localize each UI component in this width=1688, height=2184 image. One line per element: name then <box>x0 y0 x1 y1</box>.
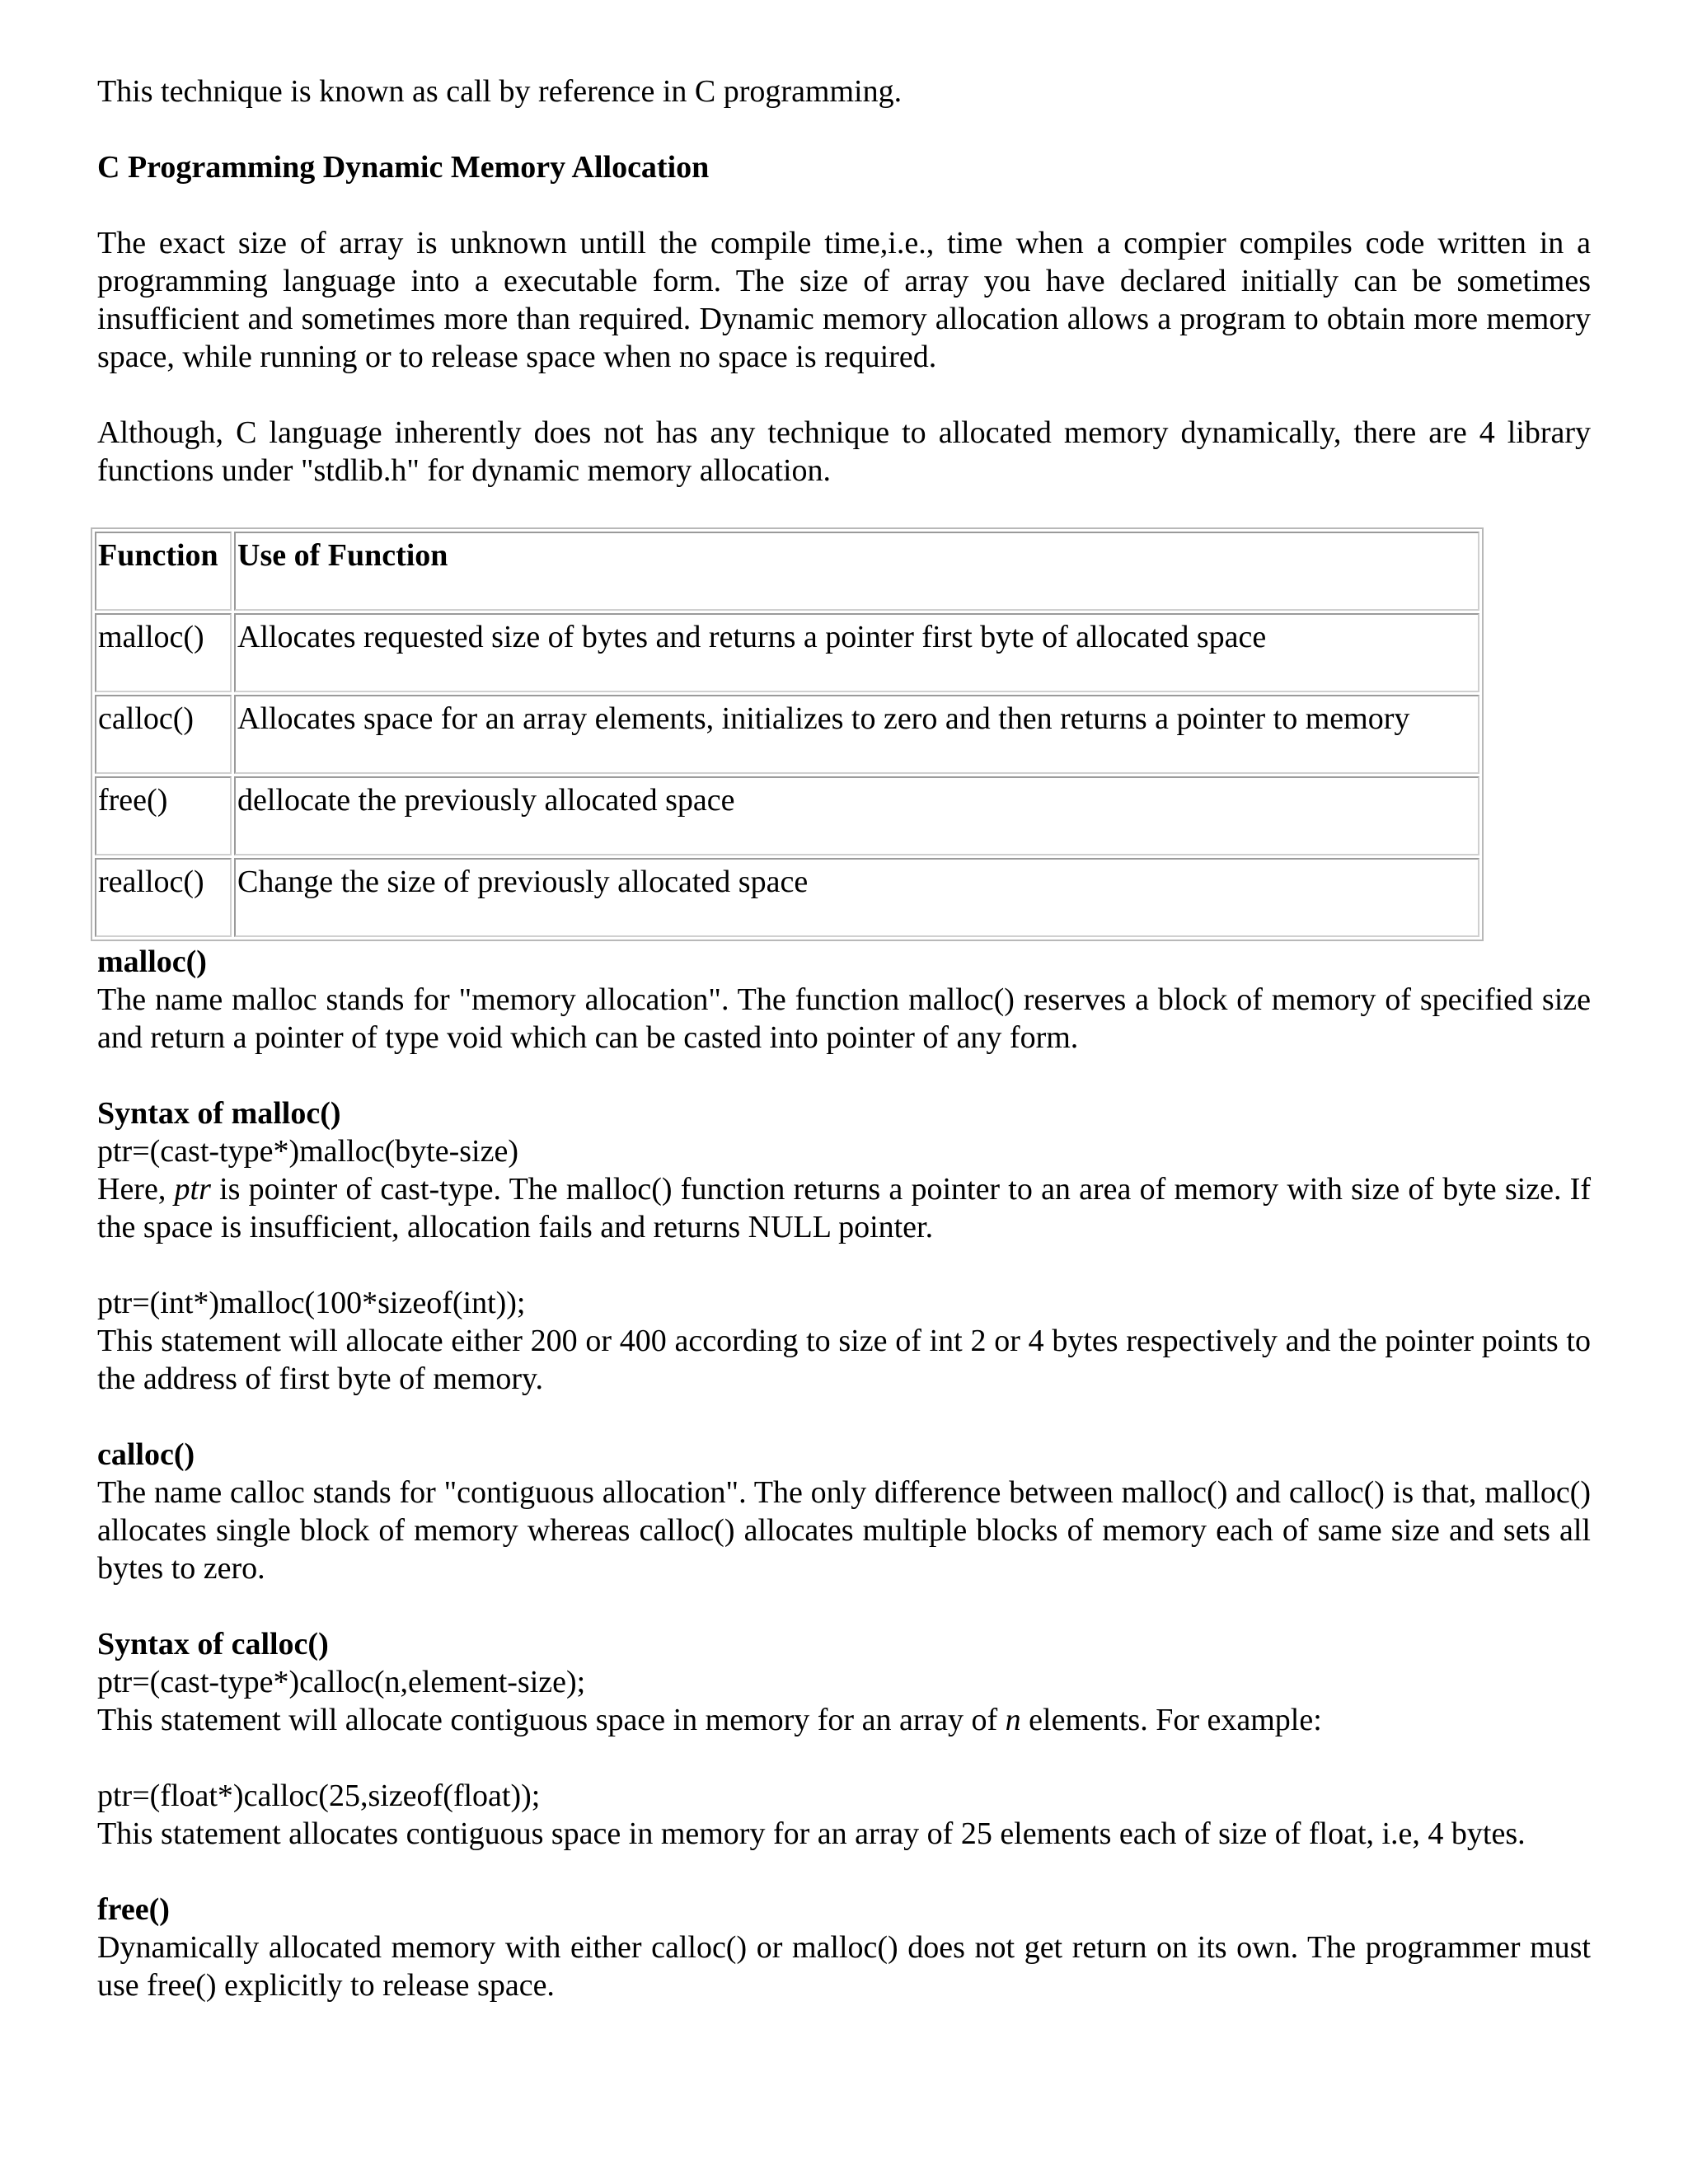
malloc-syntax: ptr=(cast-type*)malloc(byte-size) <box>97 1134 518 1169</box>
calloc-explanation-pre: This statement will allocate contiguous space in memory for an array of <box>97 1703 1006 1737</box>
calloc-syntax: ptr=(cast-type*)calloc(n,element-size); <box>97 1665 586 1699</box>
calloc-example: ptr=(float*)calloc(25,sizeof(float)); <box>97 1779 541 1813</box>
calloc-example-description: This statement allocates contiguous space in memory for an array of 25 elements each of size of float, i.e, 4 bytes. <box>97 1816 1526 1851</box>
malloc-explanation-pre: Here, <box>97 1172 175 1207</box>
calloc-description: The name calloc stands for "contiguous allocation". The only difference between malloc() and calloc() is that, malloc() allocates single block of memory whereas calloc() allocates multiple blocks of memory each of same size and sets all bytes to zero. <box>97 1475 1591 1586</box>
table-cell-function: malloc() <box>95 613 232 692</box>
table-cell-use: dellocate the previously allocated space <box>234 776 1479 855</box>
table-cell-function: calloc() <box>95 695 232 774</box>
malloc-heading: malloc() <box>97 944 207 979</box>
table-cell-function: realloc() <box>95 858 232 937</box>
table-header-row <box>95 532 1479 611</box>
paragraph-library-functions: Although, C language inherently does not has any technique to allocated memory dynamically, there are 4 library functions under "stdlib.h" for dynamic memory allocation. <box>97 415 1591 488</box>
table-cell-use: Change the size of previously allocated space <box>234 858 1479 937</box>
malloc-explanation-post: is pointer of cast-type. The malloc() function returns a pointer to an area of memory with size of byte size. If the space is insufficient, allocation fails and returns NULL pointer. <box>97 1172 1591 1244</box>
free-heading: free() <box>97 1892 170 1927</box>
table-row <box>95 695 1479 774</box>
document-page <box>97 73 1591 2004</box>
table-row <box>95 776 1479 855</box>
malloc-description: The name malloc stands for "memory allocation". The function malloc() reserves a block of memory of specified size and return a pointer of type void which can be casted into pointer of any form. <box>97 982 1591 1055</box>
calloc-explanation-post: elements. For example: <box>1020 1703 1322 1737</box>
calloc-heading: calloc() <box>97 1437 195 1472</box>
table-row <box>95 613 1479 692</box>
paragraph-exact-size: The exact size of array is unknown untill the compile time,i.e., time when a compier compiles code written in a programming language into a executable form. The size of array you have declared initially can be sometimes insufficient and sometimes more than required. Dynamic memory allocation allows a program to obtain more memory space, while running or to release space when no space is required. <box>97 226 1591 374</box>
calloc-syntax-heading: Syntax of calloc() <box>97 1627 329 1661</box>
intro-text: This technique is known as call by reference in C programming. <box>97 74 903 109</box>
table-row <box>95 858 1479 937</box>
calloc-explanation <box>97 1701 1591 1739</box>
malloc-explanation <box>97 1170 1591 1246</box>
functions-table <box>91 527 1484 941</box>
table-cell-use: Allocates requested size of bytes and returns a pointer first byte of allocated space <box>234 613 1479 692</box>
table-cell-use: Allocates space for an array elements, initializes to zero and then returns a pointer to memory <box>234 695 1479 774</box>
malloc-example: ptr=(int*)malloc(100*sizeof(int)); <box>97 1286 526 1320</box>
malloc-syntax-heading: Syntax of malloc() <box>97 1096 341 1131</box>
table-cell-function: free() <box>95 776 232 855</box>
malloc-example-description: This statement will allocate either 200 or 400 according to size of int 2 or 4 bytes respectively and the pointer points to the address of first byte of memory. <box>97 1324 1591 1396</box>
malloc-explanation-ptr: ptr <box>174 1172 211 1207</box>
table-header-use: Use of Function <box>234 532 1479 611</box>
calloc-explanation-n: n <box>1005 1703 1021 1737</box>
page-title: C Programming Dynamic Memory Allocation <box>97 150 710 185</box>
free-description: Dynamically allocated memory with either calloc() or malloc() does not get return on its own. The programmer must use free() explicitly to release space. <box>97 1930 1591 2003</box>
table-header-function: Function <box>95 532 232 611</box>
